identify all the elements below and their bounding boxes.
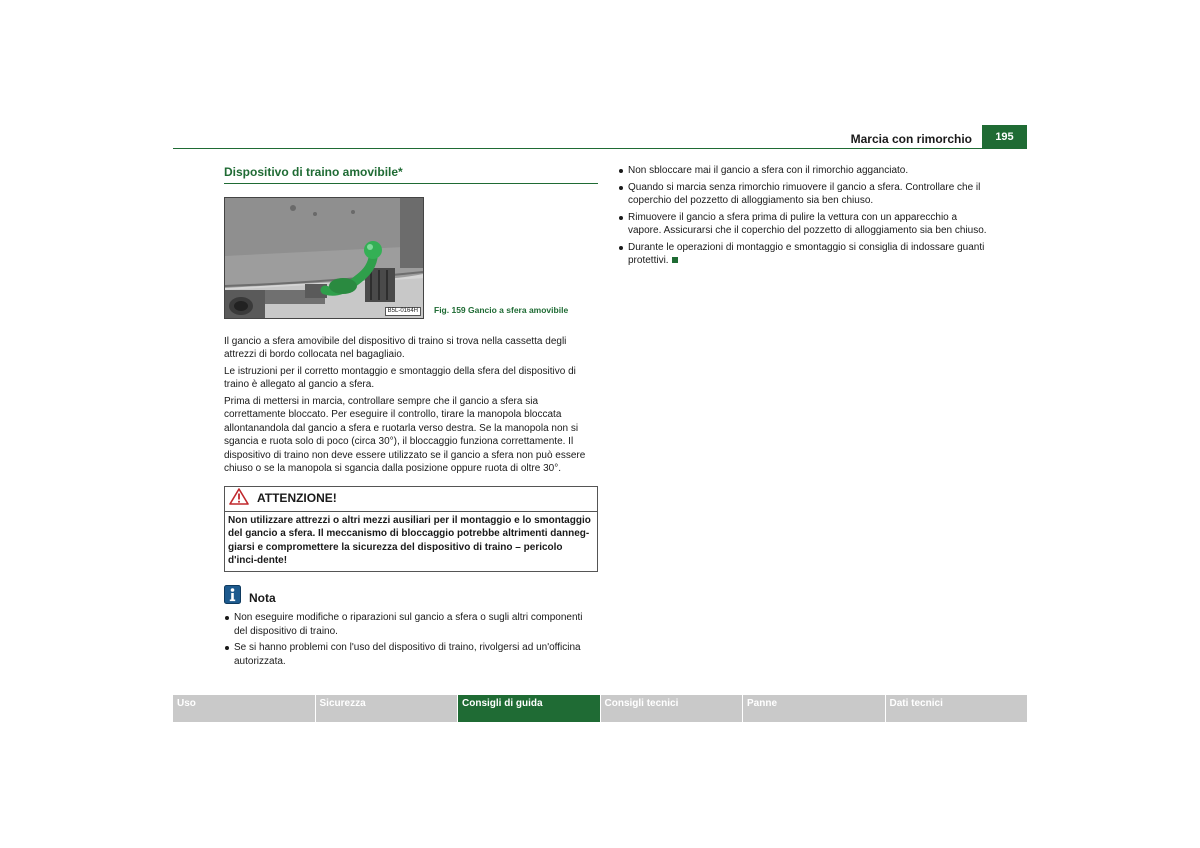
header-divider bbox=[173, 148, 1027, 149]
paragraph: Le istruzioni per il corretto montaggio e smontaggio della sfera del dispositivo di traino è allegato al gancio a sfera. bbox=[224, 365, 576, 390]
figure bbox=[224, 197, 598, 319]
info-icon bbox=[224, 585, 241, 609]
left-column bbox=[224, 164, 598, 671]
note-header bbox=[224, 585, 598, 609]
page-number: 195 bbox=[982, 125, 1027, 149]
tow-hook-illustration bbox=[224, 197, 424, 319]
chapter-tabs bbox=[173, 695, 1027, 722]
tab-sicurezza[interactable]: Sicurezza bbox=[316, 695, 458, 722]
bullet-item: Non sbloccare mai il gancio a sfera con il rimorchio agganciato. bbox=[618, 164, 993, 178]
paragraph: Prima di mettersi in marcia, controllare sempre che il gancio a sfera sia correttamente bloccato. Per eseguire il controllo, tirare la manopola bloccata allontanandola dal gancio a sfera e ruotarla verso destra. Se la manopola non si sgancia e ruota solo di poco (circa 30°), il bloccaggio funziona correttamente. Il dispositivo di traino non deve essere utilizzato se il gancio a sfera non può essere chiuso o se la manopola si sgancia dalla posizione oppure ruota di oltre 30°. bbox=[224, 395, 586, 474]
note-item: Non eseguire modifiche o riparazioni sul gancio a sfera o sugli altri componenti del dispositivo di traino. bbox=[224, 611, 598, 638]
warning-title: ATTENZIONE! bbox=[257, 490, 337, 505]
bullet-item bbox=[618, 241, 993, 268]
warning-box bbox=[224, 486, 598, 572]
bullet-item: Rimuovere il gancio a sfera prima di pulire la vettura con un apparecchio a vapore. Assicurarsi che il coperchio del pozzetto di alloggiamento sia ben chiuso. bbox=[618, 211, 993, 238]
bullet-item-text: Durante le operazioni di montaggio e smontaggio si consiglia di indossare guanti protettivi. bbox=[628, 241, 985, 266]
tab-consigli-tecnici[interactable]: Consigli tecnici bbox=[601, 695, 743, 722]
warning-header bbox=[225, 487, 597, 512]
section-header-title: Marcia con rimorchio bbox=[850, 132, 972, 146]
section-title: Dispositivo di traino amovibile* bbox=[224, 166, 598, 184]
tab-panne[interactable]: Panne bbox=[743, 695, 885, 722]
warning-text: Non utilizzare attrezzi o altri mezzi ausiliari per il montaggio e lo smontaggio del gancio a sfera. Il meccanismo di bloccaggio potrebbe altrimenti danneg-giarsi e compromettere la sicurezza del dispositivo di traino – pericolo d'inci-dente! bbox=[228, 514, 591, 566]
bullet-item: Quando si marcia senza rimorchio rimuovere il gancio a sfera. Controllare che il coperchio del pozzetto di alloggiamento sia ben chiuso. bbox=[618, 181, 993, 208]
figure-code: B5L-0164H bbox=[385, 307, 421, 316]
warning-triangle-icon bbox=[229, 488, 249, 510]
end-of-section-marker bbox=[672, 257, 678, 263]
note-item: Se si hanno problemi con l'uso del dispositivo di traino, rivolgersi ad un'officina autorizzata. bbox=[224, 641, 598, 668]
note-list bbox=[224, 611, 598, 668]
tab-uso[interactable]: Uso bbox=[173, 695, 315, 722]
tab-dati-tecnici[interactable]: Dati tecnici bbox=[886, 695, 1028, 722]
figure-caption: Fig. 159 Gancio a sfera amovibile bbox=[434, 305, 569, 315]
note-title: Nota bbox=[249, 591, 276, 605]
paragraph: Il gancio a sfera amovibile del dispositivo di traino si trova nella cassetta degli attrezzi di bordo collocata nel bagagliaio. bbox=[224, 335, 567, 360]
tab-consigli-di-guida[interactable]: Consigli di guida bbox=[458, 695, 600, 722]
right-column bbox=[618, 164, 993, 271]
